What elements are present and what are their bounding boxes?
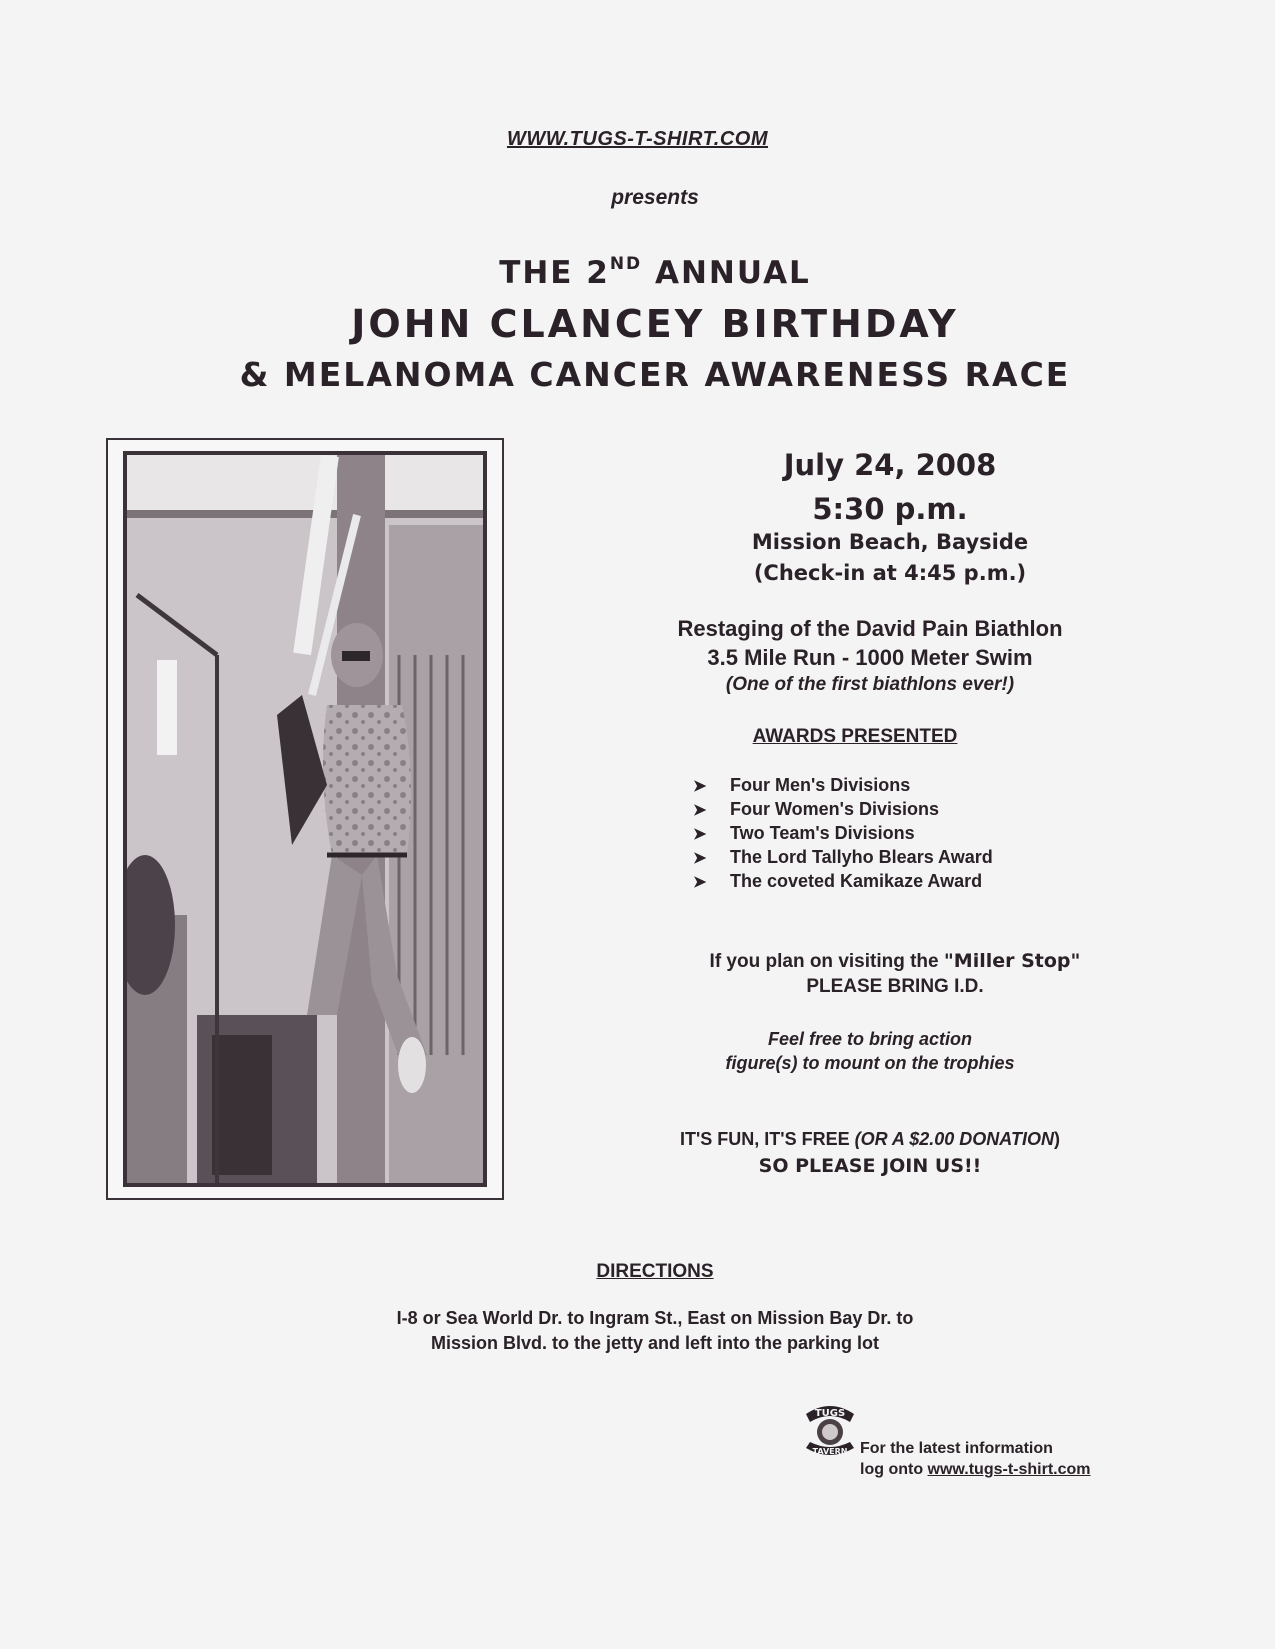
arrowhead-bullet-icon: ➤ xyxy=(693,802,707,819)
arrowhead-bullet-icon: ➤ xyxy=(693,874,707,891)
fee-donation: (OR A $2.00 DONATION xyxy=(854,1129,1054,1149)
arrowhead-bullet-icon: ➤ xyxy=(693,778,707,795)
award-label: Two Team's Divisions xyxy=(730,823,915,843)
awards-heading: AWARDS PRESENTED xyxy=(752,726,958,747)
award-item xyxy=(693,869,993,893)
award-label: The Lord Tallyho Blears Award xyxy=(730,847,993,867)
miller-stop-prefix: If you plan on visiting the xyxy=(709,951,944,972)
miller-stop-name: "Miller Stop" xyxy=(943,950,1081,972)
title-annual-suffix: ANNUAL xyxy=(642,255,811,291)
fee-prefix: IT'S FUN, IT'S FREE xyxy=(680,1129,855,1149)
info-prefix: log onto xyxy=(860,1461,928,1478)
award-item xyxy=(693,845,993,869)
fee-note xyxy=(620,1129,1120,1150)
tugs-tavern-logo xyxy=(802,1400,858,1460)
award-label: Four Women's Divisions xyxy=(730,799,939,819)
award-item xyxy=(693,797,993,821)
info-line1: For the latest information xyxy=(860,1440,1053,1457)
action-figure-note-line2: figure(s) to mount on the trophies xyxy=(725,1053,1015,1073)
directions-line1: I-8 or Sea World Dr. to Ingram St., East on Mission Bay Dr. to xyxy=(396,1308,914,1328)
guitarist-photo xyxy=(123,451,487,1187)
arrowhead-bullet-icon: ➤ xyxy=(693,850,707,867)
event-time: 5:30 p.m. xyxy=(812,492,968,526)
join-us-text: SO PLEASE JOIN US!! xyxy=(758,1155,982,1177)
logo-text-top: TUGS xyxy=(814,1408,846,1419)
info-line2 xyxy=(860,1461,1091,1479)
event-description: Restaging of the David Pain Biathlon xyxy=(677,616,1063,641)
logo-text-bottom: TAVERN xyxy=(812,1447,848,1456)
title-annual-prefix: THE 2 xyxy=(499,255,610,291)
title-annual xyxy=(0,254,1275,291)
title-event-subtitle: & MELANOMA CANCER AWARENESS RACE xyxy=(239,355,1071,394)
award-label: The coveted Kamikaze Award xyxy=(730,871,983,891)
directions-line2: Mission Blvd. to the jetty and left into the parking lot xyxy=(430,1333,879,1353)
title-event-name: JOHN CLANCEY BIRTHDAY xyxy=(351,302,959,346)
event-location: Mission Beach, Bayside xyxy=(751,530,1029,554)
info-website-link[interactable]: www.tugs-t-shirt.com xyxy=(927,1461,1091,1478)
photo-frame xyxy=(106,438,504,1200)
title-annual-ordinal: ND xyxy=(609,254,643,274)
action-figure-note-line1: Feel free to bring action xyxy=(767,1029,973,1049)
presents-text: presents xyxy=(611,186,699,209)
fee-suffix: ) xyxy=(1053,1129,1060,1149)
awards-list xyxy=(693,773,993,893)
event-checkin: (Check-in at 4:45 p.m.) xyxy=(753,561,1027,585)
miller-stop-note xyxy=(660,950,1130,973)
bring-id-note: PLEASE BRING I.D. xyxy=(806,976,984,997)
site-url-heading: WWW.TUGS-T-SHIRT.COM xyxy=(506,128,769,150)
event-note: (One of the first biathlons ever!) xyxy=(725,674,1015,695)
award-item xyxy=(693,773,993,797)
arrowhead-bullet-icon: ➤ xyxy=(693,826,707,843)
directions-heading: DIRECTIONS xyxy=(596,1261,714,1282)
event-date: July 24, 2008 xyxy=(783,448,997,482)
award-label: Four Men's Divisions xyxy=(730,775,911,795)
event-distances: 3.5 Mile Run - 1000 Meter Swim xyxy=(707,645,1033,670)
award-item xyxy=(693,821,993,845)
